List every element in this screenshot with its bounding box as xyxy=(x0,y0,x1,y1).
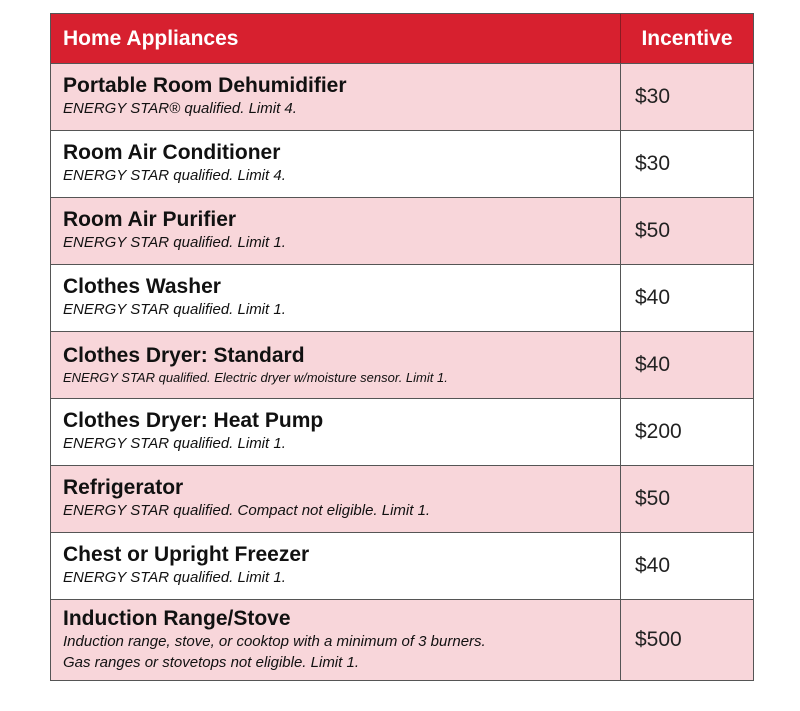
appliance-name: Refrigerator xyxy=(63,476,184,500)
incentive-value: $200 xyxy=(635,420,682,443)
appliance-description: ENERGY STAR® qualified. Limit 4. xyxy=(63,100,297,118)
appliance-cell xyxy=(51,600,621,680)
appliance-name: Induction Range/Stove xyxy=(63,607,291,631)
incentive-value: $50 xyxy=(635,219,671,242)
appliance-incentive-table xyxy=(50,13,754,681)
appliance-cell xyxy=(51,332,621,398)
table-header xyxy=(51,14,753,64)
appliance-name: Chest or Upright Freezer xyxy=(63,543,310,567)
appliance-cell xyxy=(51,466,621,532)
incentive-value: $30 xyxy=(635,152,671,175)
appliance-name: Clothes Dryer: Heat Pump xyxy=(63,409,324,433)
appliance-cell xyxy=(51,64,621,130)
header-home-appliances: Home Appliances xyxy=(51,14,621,63)
appliance-description: ENERGY STAR qualified. Limit 1. xyxy=(63,234,286,252)
table-row xyxy=(51,64,753,131)
appliance-description: ENERGY STAR qualified. Electric dryer w/moisture sensor. Limit 1. xyxy=(63,369,448,385)
table-row xyxy=(51,198,753,265)
header-incentive: Incentive xyxy=(641,26,733,50)
incentive-value: $40 xyxy=(635,353,671,376)
table-row xyxy=(51,332,753,399)
table-row xyxy=(51,399,753,466)
appliance-description: ENERGY STAR qualified. Limit 4. xyxy=(63,167,286,185)
table-row xyxy=(51,265,753,332)
appliance-name: Room Air Conditioner xyxy=(63,141,281,165)
appliance-cell xyxy=(51,533,621,599)
appliance-description: Induction range, stove, or cooktop with a minimum of 3 burners. Gas ranges or stovetops not eligible. Limit 1. xyxy=(63,633,486,671)
appliance-cell xyxy=(51,131,621,197)
appliance-description: ENERGY STAR qualified. Limit 1. xyxy=(63,301,286,319)
table-row xyxy=(51,466,753,533)
appliance-name: Clothes Washer xyxy=(63,275,221,299)
incentive-value: $40 xyxy=(635,286,671,309)
appliance-cell xyxy=(51,265,621,331)
appliance-name: Clothes Dryer: Standard xyxy=(63,343,305,367)
appliance-description: ENERGY STAR qualified. Limit 1. xyxy=(63,435,286,453)
incentive-value: $50 xyxy=(635,487,671,510)
appliance-cell xyxy=(51,399,621,465)
incentive-value: $40 xyxy=(635,554,671,577)
appliance-name: Portable Room Dehumidifier xyxy=(63,74,347,98)
appliance-description: ENERGY STAR qualified. Limit 1. xyxy=(63,569,286,587)
incentive-value: $500 xyxy=(635,628,682,651)
appliance-description: ENERGY STAR qualified. Compact not eligible. Limit 1. xyxy=(63,502,431,520)
incentive-value: $30 xyxy=(635,85,671,108)
table-row xyxy=(51,533,753,600)
table-row xyxy=(51,131,753,198)
appliance-cell xyxy=(51,198,621,264)
appliance-name: Room Air Purifier xyxy=(63,208,237,232)
table-row xyxy=(51,600,753,680)
